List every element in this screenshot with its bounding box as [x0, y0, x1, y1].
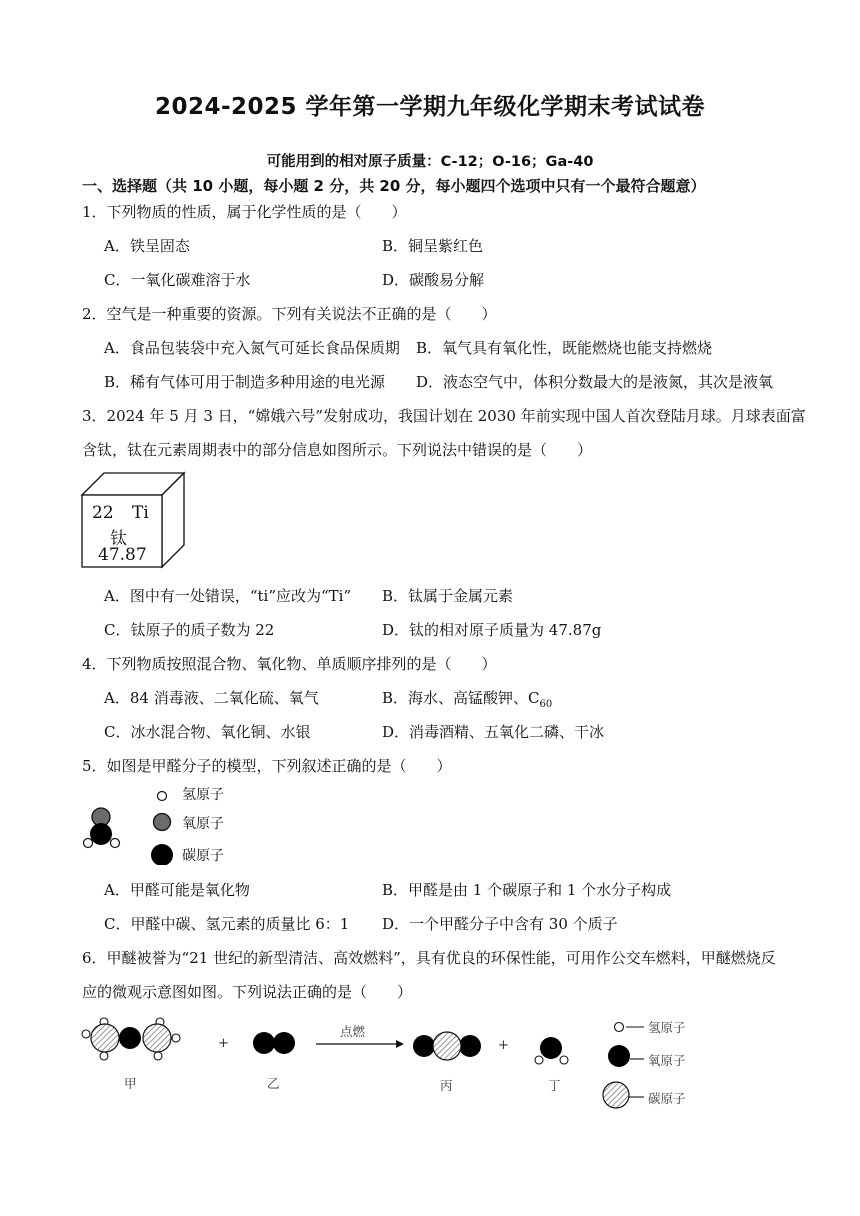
q1-option-a: A．铁呈固态: [104, 237, 190, 255]
atomic-mass-note: 可能用到的相对原子质量：C-12；O-16；Ga-40: [266, 154, 594, 170]
q4-option-a: A．84 消毒液、二氧化硫、氧气: [104, 689, 319, 707]
element-name: 钛: [110, 529, 127, 549]
q6-stem-line2: 应的微观示意图如图。下列说法正确的是（ ）: [82, 983, 413, 1001]
q3-option-c: C．钛原子的质子数为 22: [104, 621, 275, 639]
element-mass: 47.87: [98, 545, 147, 565]
reaction-molecules-svg: [78, 1012, 718, 1112]
q1-stem: 1．下列物质的性质，属于化学性质的是（ ）: [82, 203, 407, 221]
q3-stem-line1: 3．2024 年 5 月 3 日，“嫦娥六号”发射成功，我国计划在 2030 年前实现中国人首次登陆月球。月球表面富: [82, 407, 806, 425]
q6-stem-line1: 6．甲醚被誉为“21 世纪的新型清洁、高效燃料”，具有优良的环保性能，可用作公交车燃料，甲醚燃烧反: [82, 949, 776, 967]
molecule-bing-icon: [413, 1032, 481, 1060]
element-symbol: Ti: [132, 503, 149, 523]
molecule-ding-icon: [535, 1037, 568, 1064]
reaction-legend-icons: [603, 1023, 644, 1109]
q2-stem: 2．空气是一种重要的资源。下列有关说法不正确的是（ ）: [82, 305, 497, 323]
legend-atom-icons: [148, 785, 178, 865]
legend-hydrogen: 氢原子: [182, 787, 224, 803]
label-yi: 乙: [267, 1076, 280, 1091]
q5-option-b: B．甲醛是由 1 个碳原子和 1 个水分子构成: [382, 881, 672, 899]
formaldehyde-molecule-icon: [80, 803, 140, 873]
legend-carbon: 碳原子: [182, 848, 224, 864]
plus-sign-1: +: [218, 1036, 229, 1051]
legend-oxygen: 氧原子: [182, 816, 224, 832]
q5-stem: 5．如图是甲醛分子的模型，下列叙述正确的是（ ）: [82, 757, 452, 775]
section-heading: 一、选择题（共 10 小题，每小题 2 分，共 20 分，每小题四个选项中只有一个最符合题意）: [82, 177, 706, 195]
q2-option-c: B．稀有气体可用于制造多种用途的电光源: [104, 373, 386, 391]
plus-sign-2: +: [498, 1038, 509, 1053]
q3-option-a: A．图中有一处错误，“ti”应改为“Ti”: [104, 587, 352, 605]
q4-option-b: [382, 687, 552, 710]
q4-stem: 4．下列物质按照混合物、氧化物、单质顺序排列的是（ ）: [82, 655, 497, 673]
q1-option-c: C．一氧化碳难溶于水: [104, 271, 251, 289]
q1-option-d: D．碳酸易分解: [382, 271, 485, 289]
q3-stem-line2: 含钛，钛在元素周期表中的部分信息如图所示。下列说法中错误的是（ ）: [82, 441, 593, 459]
reaction-diagram: [78, 1012, 718, 1112]
q3-option-b: B．钛属于金属元素: [382, 587, 514, 605]
q2-option-b: B．氧气具有氧化性，既能燃烧也能支持燃烧: [416, 339, 713, 357]
q5-option-c: C．甲醛中碳、氢元素的质量比 6：1: [104, 915, 350, 933]
element-atomic-number: 22: [92, 503, 114, 523]
q4-option-b-subscript: 60: [539, 699, 553, 710]
legend-carbon-2: 碳原子: [648, 1091, 686, 1106]
reaction-condition: 点燃: [340, 1024, 366, 1039]
molecule-jia-icon: [82, 1018, 180, 1060]
q5-option-d: D．一个甲醛分子中含有 30 个质子: [382, 915, 618, 933]
q2-option-d: D．液态空气中，体积分数最大的是液氮，其次是液氧: [416, 373, 774, 391]
molecule-yi-icon: [253, 1032, 295, 1054]
q2-option-a: A．食品包装袋中充入氮气可延长食品保质期: [104, 339, 400, 357]
q4-option-c: C．冰水混合物、氧化铜、水银: [104, 723, 311, 741]
label-ding: 丁: [548, 1078, 561, 1093]
legend-hydrogen-2: 氢原子: [648, 1020, 686, 1035]
q4-option-d: D．消毒酒精、五氧化二磷、干冰: [382, 723, 605, 741]
exam-title: 2024-2025 学年第一学期九年级化学期末考试试卷: [154, 94, 706, 120]
q1-option-b: B．铜呈紫红色: [382, 237, 484, 255]
formaldehyde-model-figure: [80, 783, 330, 868]
label-jia: 甲: [124, 1076, 137, 1091]
q5-option-a: A．甲醛可能是氧化物: [104, 881, 250, 899]
q3-option-d: D．钛的相对原子质量为 47.87g: [382, 621, 602, 639]
periodic-table-cell: [80, 470, 186, 570]
legend-oxygen-2: 氧原子: [648, 1053, 686, 1068]
reaction-arrow-head: [396, 1040, 404, 1048]
q4-option-b-text: B．海水、高锰酸钾、C: [382, 689, 540, 707]
label-bing: 丙: [440, 1078, 453, 1093]
